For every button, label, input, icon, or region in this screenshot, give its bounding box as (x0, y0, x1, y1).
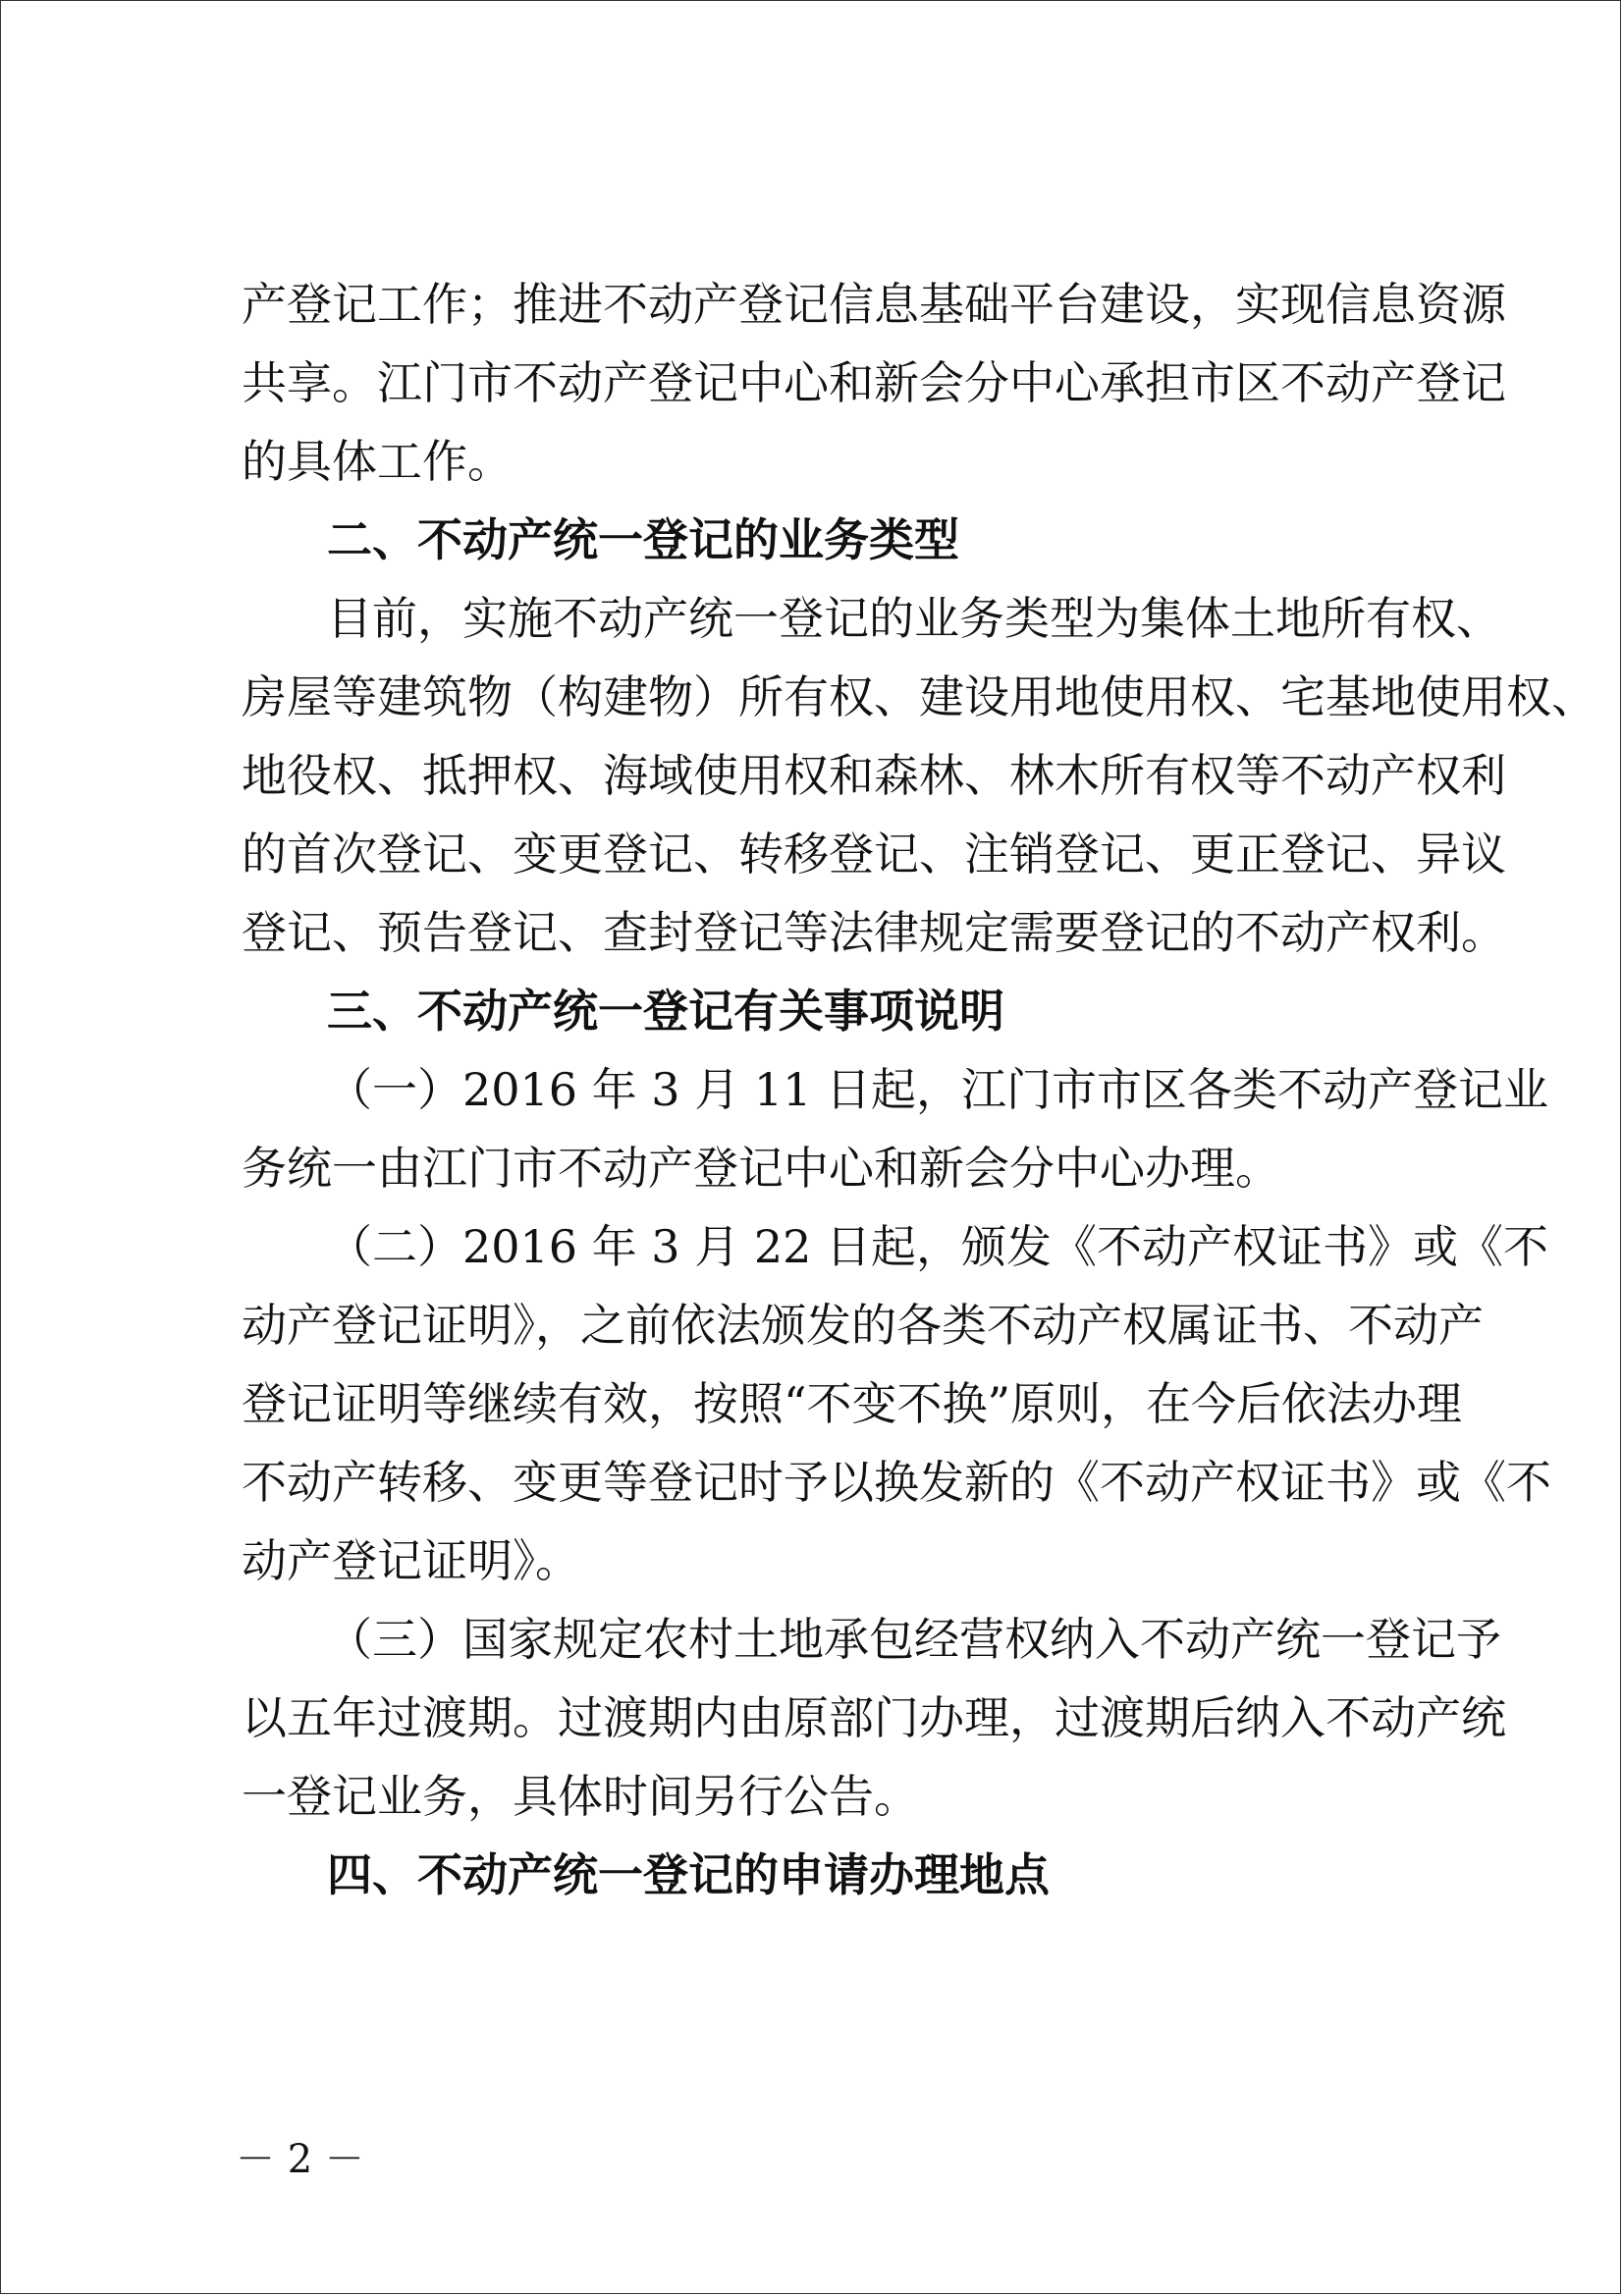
paragraph-line: 的首次登记、变更登记、转移登记、注销登记、更正登记、异议 (242, 828, 1506, 881)
page-number: － 2 － (236, 2137, 364, 2182)
paragraph-line: 不动产转移、变更等登记时予以换发新的《不动产权证书》或《不 (242, 1456, 1551, 1509)
paragraph-line: 一登记业务，具体时间另行公告。 (242, 1770, 919, 1823)
paragraph-line: （二）2016 年 3 月 22 日起，颁发《不动产权证书》或《不 (327, 1220, 1548, 1273)
paragraph-line: 共享。江门市不动产登记中心和新会分中心承担市区不动产登记 (242, 356, 1506, 409)
paragraph-line: 目前，实施不动产统一登记的业务类型为集体土地所有权、 (327, 592, 1501, 645)
paragraph-line: 动产登记证明》。 (242, 1534, 580, 1587)
section-heading: 二、不动产统一登记的业务类型 (327, 513, 959, 566)
paragraph-line: （一）2016 年 3 月 11 日起，江门市市区各类不动产登记业 (327, 1063, 1548, 1116)
paragraph-line: 登记、预告登记、查封登记等法律规定需要登记的不动产权利。 (242, 906, 1506, 959)
paragraph-line: 登记证明等继续有效，按照“不变不换”原则，在今后依法办理 (242, 1377, 1463, 1430)
document-body (242, 265, 1596, 1914)
paragraph-line: 产登记工作；推进不动产登记信息基础平台建设，实现信息资源 (242, 278, 1506, 331)
paragraph-line: （三）国家规定农村土地承包经营权纳入不动产统一登记予 (327, 1613, 1501, 1666)
paragraph-line: 以五年过渡期。过渡期内由原部门办理，过渡期后纳入不动产统 (242, 1691, 1506, 1744)
section-heading: 三、不动产统一登记有关事项说明 (327, 985, 1004, 1038)
paragraph-line: 的具体工作。 (242, 435, 513, 488)
section-heading: 四、不动产统一登记的申请办理地点 (327, 1848, 1050, 1901)
paragraph-line: 房屋等建筑物（构建物）所有权、建设用地使用权、宅基地使用权、 (242, 670, 1596, 723)
paragraph-line: 务统一由江门市不动产登记中心和新会分中心办理。 (242, 1142, 1280, 1195)
paragraph-line: 动产登记证明》，之前依法颁发的各类不动产权属证书、不动产 (242, 1299, 1484, 1352)
paragraph-line: 地役权、抵押权、海域使用权和森林、林木所有权等不动产权利 (242, 749, 1506, 802)
